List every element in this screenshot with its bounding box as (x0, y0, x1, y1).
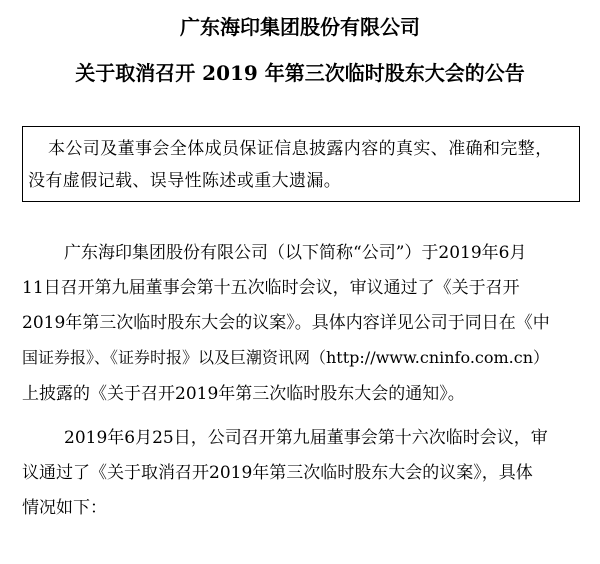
paragraph-1-line-3: 2019年第三次临时股东大会的议案》。具体内容详见公司于同日在《中 (22, 313, 550, 333)
disclaimer-line-2: 没有虚假记载、误导性陈述或重大遗漏。 (28, 171, 342, 191)
paragraph-1-line-5: 上披露的《关于召开2019年第三次临时股东大会的通知》。 (22, 384, 465, 404)
paragraph-2-line-3: 情况如下： (22, 498, 107, 518)
paragraph-2-line-2: 议通过了《关于取消召开2019年第三次临时股东大会的议案》，具体 (22, 463, 533, 483)
paragraph-1-line-4: 国证券报》、《证券时报》以及巨潮资讯网（http://www.cninfo.com.cn） (22, 348, 550, 367)
announcement-title: 关于取消召开 2019 年第三次临时股东大会的公告 (75, 61, 525, 85)
paragraph-1-line-2: 11日召开第九届董事会第十五次临时会议，审议通过了《关于召开 (22, 278, 520, 298)
paragraph-2-line-1: 2019年6月25日，公司召开第九届董事会第十六次临时会议，审 (64, 428, 548, 448)
company-name-heading: 广东海印集团股份有限公司 (180, 15, 420, 39)
disclaimer-line-1: 本公司及董事会全体成员保证信息披露内容的真实、准确和完整， (48, 139, 553, 159)
paragraph-1-line-1: 广东海印集团股份有限公司（以下简称“公司”）于2019年6月 (64, 243, 527, 263)
